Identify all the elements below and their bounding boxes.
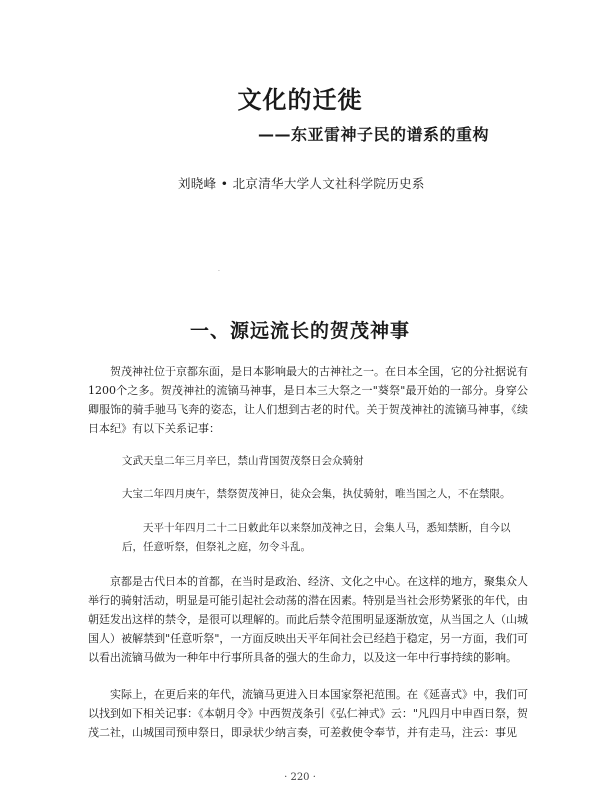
quote-3: 天平十年四月二十二日敕此年以来祭加茂神之日，会集人马，悉知禁断，自今以后，任意听祭，但祭礼之庭，勿令斗乱。 — [122, 522, 511, 553]
quote-1: 文武天皇二年三月辛巳，禁山背国贺茂祭日会众骑射 — [122, 455, 364, 467]
body-paragraph-3: 实际上，在更后来的年代，流镝马更进入日本国家祭祀范围。在《延喜式》中，我们可以找到如下相关记事：《本朝月令》中西贺茂条引《弘仁神式》云："凡四月中申酉日祭，贺茂二社，山城国司预申祭日，即录状少纳言奏，可差救使令奉节，并有走马，注云：事见 — [88, 688, 528, 739]
body-paragraph-1: 贺茂神社位于京都东面，是日本影响最大的古神社之一。在日本全国，它的分社据说有1200个之多。贺茂神社的流镝马神事，是日本三大祭之一"葵祭"最开始的一部分。身穿公卿服饰的骑手驰马飞奔的姿态，让人们想到古老的时代。关于贺茂神社的流镝马神事，《续日本纪》有以下关系记事： — [88, 365, 528, 435]
paper-subtitle: ——东亚雷神子民的谱系的重构 — [258, 125, 490, 144]
paper-title: 文化的迁徙 — [237, 86, 363, 114]
decorative-dot: . — [218, 266, 220, 273]
section-heading: 一、源远流长的贺茂神事 — [189, 320, 410, 342]
author-line: 刘晓峰 • 北京清华大学人文社科学院历史系 — [178, 176, 425, 191]
body-paragraph-2: 京都是古代日本的首都，在当时是政治、经济、文化之中心。在这样的地方，聚集众人举行的骑射活动，明显是可能引起社会动荡的潜在因素。特别是当社会形势紧张的年代，由朝廷发出这样的禁令，是很可以理解的。而此后禁令范围明显逐渐放宽，从当国之人（山城国人）被解禁到"任意听祭"，一方面反映出天平年间社会已经趋于稳定，另一方面，我们可以看出流镝马做为一种年中行事所具备的强大的生命力，以及这一年中行事持续的影响。 — [88, 575, 528, 664]
quote-2: 大宝二年四月庚午，禁祭贺茂神日，徒众会集，执仗骑射，唯当国之人，不在禁限。 — [122, 488, 511, 500]
page-number: · 220 · — [284, 772, 316, 783]
